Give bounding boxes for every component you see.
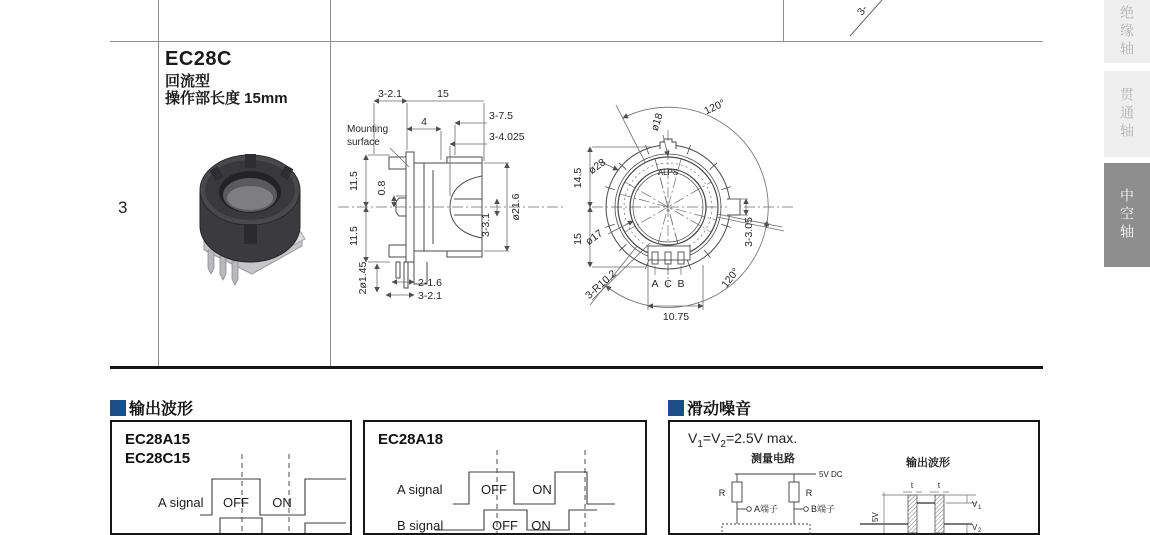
b-off-label: OFF <box>492 518 518 533</box>
noise-output-waveform <box>860 481 982 534</box>
product-length: 操作部长度 15mm <box>165 90 288 108</box>
sliding-noise-header <box>668 396 751 419</box>
dim-3-4-025: 3-4.025 <box>489 131 525 143</box>
b-on-label: ON <box>531 518 551 533</box>
grid-line <box>158 41 159 367</box>
product-type: 回流型 <box>165 73 211 90</box>
sidebar-tab-insulated-shaft[interactable] <box>1104 0 1150 63</box>
dim-3-2-1-bottom: 3-2.1 <box>418 290 442 302</box>
cond-mid: =V <box>702 430 721 446</box>
model-name-1: EC28A18 <box>378 431 444 448</box>
on-label: ON <box>272 495 292 510</box>
mounting-surface-label-1: Mounting <box>347 124 389 135</box>
a-off-label: OFF <box>481 482 507 497</box>
sliding-noise-box <box>668 420 1040 535</box>
dim-0-8: 0.8 <box>376 180 388 196</box>
t-right-label: t <box>937 481 941 490</box>
v1-label: V <box>972 500 978 509</box>
fragment-dim-label: 3- <box>854 3 871 18</box>
a-signal-label: A signal <box>158 495 204 510</box>
output-waveform-title: 输出波形 <box>129 401 194 418</box>
pin-label-c: C <box>664 278 672 290</box>
v2-label: V <box>972 523 978 532</box>
output-waveform-header <box>110 396 193 419</box>
dim-15-front: 15 <box>572 233 584 245</box>
terminal-b-label: B端子 <box>811 504 836 514</box>
resistor-left-label: R <box>718 488 726 498</box>
cond-v: V <box>688 430 698 446</box>
a-on-label: ON <box>532 482 552 497</box>
dim-2-dia-1-45: 2ø1.45 <box>357 261 369 295</box>
b-signal-label: B signal <box>397 518 444 533</box>
dim-14-5: 14.5 <box>572 167 584 189</box>
dim-3-3-1: 3-3.1 <box>480 213 492 237</box>
noise-diagram <box>670 422 1038 533</box>
dim-4: 4 <box>421 116 427 128</box>
brand-mark: ALPS <box>657 168 679 177</box>
front-view-angle-dims <box>590 105 784 307</box>
cond-tail: =2.5V max. <box>725 430 798 446</box>
technical-drawing <box>330 45 1050 367</box>
sidebar-tab-hollow-shaft[interactable] <box>1104 163 1150 267</box>
side-view-outline <box>389 152 482 288</box>
front-view <box>572 97 795 323</box>
dim-3-r10-2: 3-R10.2 <box>583 267 619 302</box>
dim-11-5-bottom: 11.5 <box>348 226 360 246</box>
dim-11-5-top: 11.5 <box>348 171 360 191</box>
grid-line <box>330 0 331 41</box>
dim-dia-21-6: ø21.6 <box>510 193 522 221</box>
header-square-icon <box>668 400 684 416</box>
v1-sub: 1 <box>978 505 982 511</box>
supply-label: 5V DC <box>819 470 843 479</box>
cond-sub2: 2 <box>720 438 726 450</box>
dim-3-3-05: 3-3.05 <box>743 217 755 247</box>
t-left-label: t <box>910 481 914 490</box>
waveform-diagram-2 <box>365 422 645 533</box>
dim-3-2-1-top: 3-2.1 <box>378 88 402 100</box>
dim-dia-18: ø18 <box>648 111 666 133</box>
mounting-surface-label-2: surface <box>347 137 380 148</box>
model-name-2: EC28C15 <box>125 449 191 467</box>
product-title-block <box>165 48 288 108</box>
previous-row-drawing-fragment <box>842 0 922 43</box>
dim-120-bottom: 120° <box>719 265 743 291</box>
waveform-diagram-1 <box>112 422 350 533</box>
pin-label-b: B <box>677 278 685 290</box>
sliding-noise-title: 滑动噪音 <box>687 401 752 418</box>
encoder-photo-illustration <box>200 154 305 285</box>
output-wave-title: 输出波形 <box>906 457 950 469</box>
product-model: EC28C <box>165 48 232 70</box>
waveform-box-ec28a18 <box>363 420 647 535</box>
dim-2-1-6: 2-1.6 <box>418 277 442 289</box>
circuit-title: 测量电路 <box>751 453 795 465</box>
sidebar-tab-through-shaft[interactable] <box>1104 71 1150 157</box>
header-square-icon <box>110 400 126 416</box>
dim-dia-28: ø28 <box>586 156 609 177</box>
v2-sub: 2 <box>978 528 982 534</box>
dim-3-7-5: 3-7.5 <box>489 110 513 122</box>
terminal-a-label: A端子 <box>754 504 779 514</box>
a-signal-label: A signal <box>397 482 443 497</box>
product-photo <box>192 138 314 288</box>
tab-label: 中空轴 <box>1119 188 1135 242</box>
model-name-1: EC28A15 <box>125 431 191 448</box>
tab-label: 贯通轴 <box>1119 87 1135 141</box>
resistor-right-label: R <box>805 488 813 498</box>
cond-sub1: 1 <box>697 438 703 450</box>
dim-120-top: 120° <box>702 97 728 118</box>
dim-15: 15 <box>437 88 449 100</box>
dim-10-75: 10.75 <box>662 311 690 323</box>
off-label: OFF <box>223 495 249 510</box>
axis-5v-label: 5V <box>871 512 880 522</box>
grid-line <box>158 0 159 41</box>
tab-label: 绝缘轴 <box>1119 4 1135 59</box>
grid-line <box>783 0 784 41</box>
waveform-box-ec28a15 <box>110 420 352 535</box>
row-number: 3 <box>118 198 128 217</box>
dim-dia-17: ø17 <box>583 227 606 248</box>
pin-label-a: A <box>651 278 659 290</box>
